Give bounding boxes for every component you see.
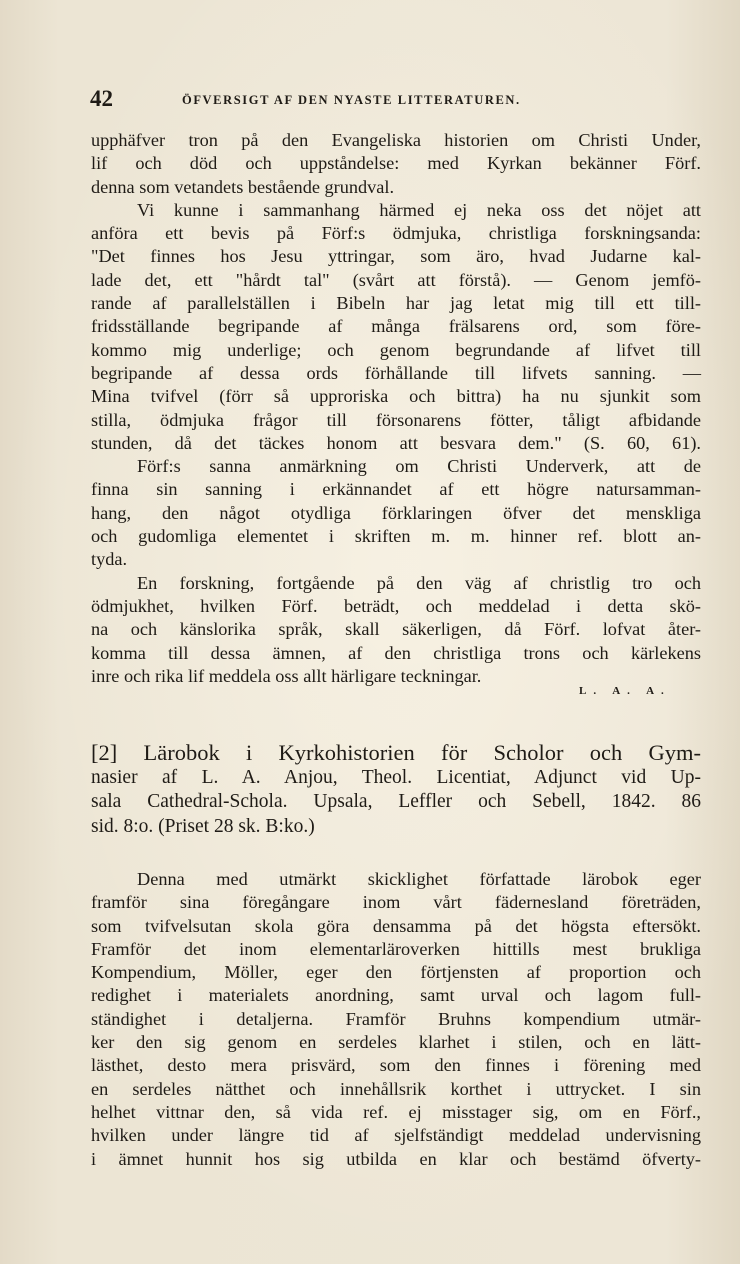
text-line: anföra ett bevis på Förf:s ödmjuka, christliga forskningsanda: [91, 223, 701, 244]
text-line: fridsställande begripande af många frälsarens ord, som före- [91, 316, 701, 337]
text-line: en serdeles nätthet och innehållsrik korthet i uttrycket. I sin [91, 1078, 701, 1099]
text-line: Kompendium, Möller, eger den förtjensten af proportion och [91, 962, 701, 983]
text-line: hang, den något otydliga förklaringen öfver det menskliga [91, 502, 701, 523]
text-line: ker den sig genom en serdeles klarhet i stilen, och en lätt- [91, 1032, 701, 1053]
review-text-1 [91, 129, 701, 688]
entry-line: sala Cathedral-Schola. Upsala, Leffler och Sebell, 1842. 86 [91, 791, 701, 812]
review-text-2 [91, 868, 701, 1171]
text-line: lästhet, desto mera prisvärd, som den finnes i förening med [91, 1055, 701, 1076]
entry-line: sid. 8:o. (Priset 28 sk. B:ko.) [91, 815, 315, 837]
text-line: Framför det inom elementarläroverken hittills mest brukliga [91, 938, 701, 959]
text-line: komma till dessa ämnen, af den christliga trons och kärlekens [91, 642, 701, 663]
text-line: stilla, ödmjuka frågor till försonarens fötter, tåligt afbidande [91, 409, 701, 430]
text-line: Förf:s sanna anmärkning om Christi Underverk, att de [137, 456, 701, 477]
text-line: kommo mig underlige; och genom begrundande af lifvet till [91, 339, 701, 360]
text-line: En forskning, fortgående på den väg af christlig tro och [137, 572, 701, 593]
text-line: Mina tvifvel (förr så upproriska och bittra) ha nu sjunkit som [91, 386, 701, 407]
reviewer-signature: L. A. A. [579, 685, 671, 697]
text-line: Denna med utmärkt skicklighet författade lärobok eger [137, 869, 701, 889]
page-number: 42 [90, 86, 113, 111]
text-line: framför sina föregångare inom vårt fädernesland företräden, [91, 892, 701, 913]
text-line: Vi kunne i sammanhang härmed ej neka oss det nöjet att [137, 199, 701, 220]
text-line: inre och rika lif meddela oss allt härligare teckningar. [91, 665, 482, 686]
text-line: begripande af dessa ords förhållande till lifvets sanning. — [91, 362, 701, 383]
text-line: finna sin sanning i erkännandet af ett högre natursamman- [91, 479, 701, 500]
text-line: denna som vetandets bestående grundval. [91, 176, 395, 197]
running-head: ÖFVERSIGT AF DEN NYASTE LITTERATUREN. [182, 93, 521, 107]
entry-line: [2] Lärobok i Kyrkohistorien för Scholor och Gym- [91, 740, 701, 765]
text-line: stunden, då det täckes honom att besvara dem." (S. 60, 61). [91, 432, 701, 453]
text-line: lif och död och uppståndelse: med Kyrkan bekänner Förf. [91, 153, 701, 174]
entry-line: nasier af L. A. Anjou, Theol. Licentiat, Adjunct vid Up- [91, 766, 701, 788]
text-line: hvilken under längre tid af sjelfständigt meddelad undervisning [91, 1125, 701, 1146]
text-line: "Det finnes hos Jesu yttringar, som äro, hvad Judarne kal- [91, 246, 701, 267]
page-header [90, 86, 650, 112]
text-line: redighet i materialets anordning, samt urval och lagom full- [91, 985, 701, 1006]
text-line: ödmjukhet, hvilken Förf. beträdt, och meddelad i detta skö- [91, 595, 701, 616]
text-line: i ämnet hunnit hos sig utbilda en klar och bestämd öfverty- [91, 1148, 701, 1169]
text-line: tyda. [91, 549, 128, 570]
text-line: ständighet i detaljerna. Framför Bruhns kompendium utmär- [91, 1008, 701, 1029]
text-line: upphäfver tron på den Evangeliska historien om Christi Under, [91, 130, 701, 150]
text-line: helhet vittnar den, så vida ref. ej misstager sig, om en Förf., [91, 1101, 701, 1122]
book-entry-heading [91, 741, 701, 839]
text-line: lade det, ett "hårdt tal" (svårt att förstå). — Genom jemfö- [91, 269, 701, 290]
text-line: na och känslorika språk, skall säkerligen, då Förf. lofvat åter- [91, 619, 701, 640]
text-line: rande af parallelställen i Bibeln har jag letat mig till ett till- [91, 293, 701, 314]
text-line: och gudomliga elementet i skriften m. m. hinner ref. blott an- [91, 526, 701, 547]
text-line: som tvifvelsutan skola göra densamma på det högsta eftersökt. [91, 915, 701, 936]
